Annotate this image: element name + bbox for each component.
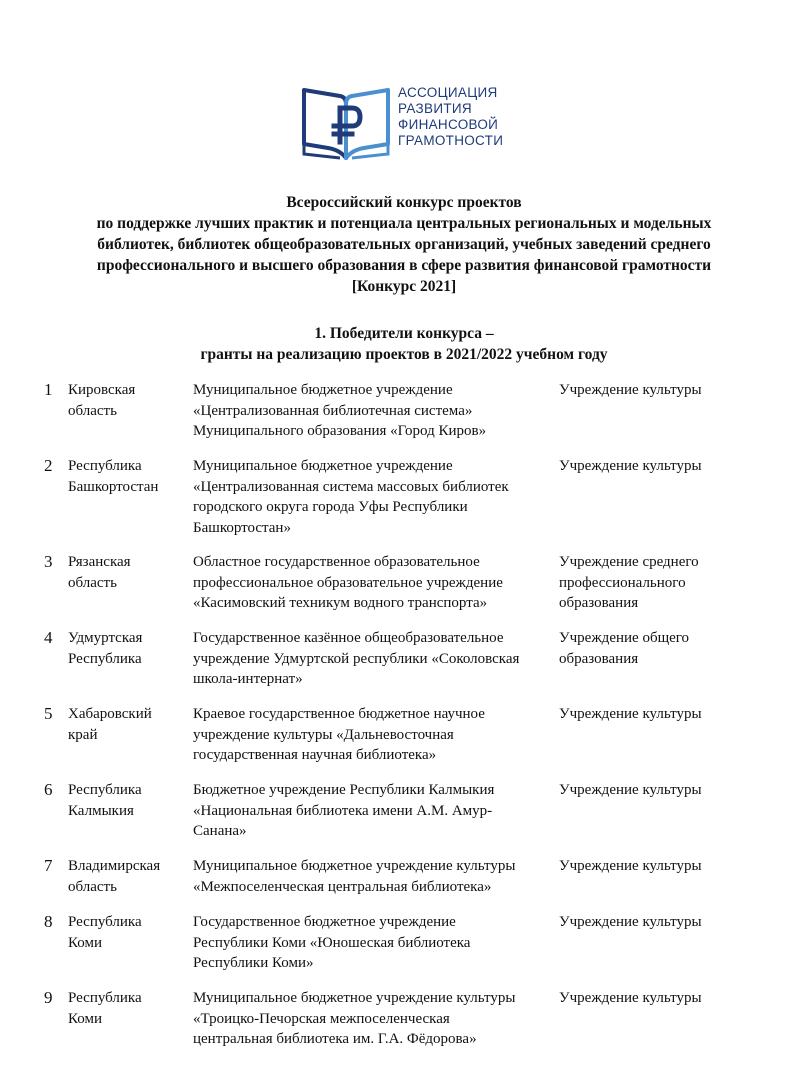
winner-type-line: Учреждение культуры — [559, 382, 702, 398]
winner-type — [559, 704, 789, 725]
logo-text — [398, 85, 503, 149]
winner-region-line: область — [68, 402, 117, 419]
winner-organization-line: Областное государственное образовательное — [193, 554, 480, 570]
winner-organization-line: Республики Коми «Юношеская библиотека — [193, 934, 471, 951]
winner-region — [68, 380, 186, 421]
winner-number: 4 — [44, 628, 53, 647]
winner-organization-line: Муниципальное бюджетное учреждение культуры — [193, 858, 516, 874]
winner-region — [68, 704, 186, 745]
winner-region-line: Калмыкия — [68, 802, 134, 819]
winner-organization-line: Муниципальное бюджетное учреждение — [193, 458, 453, 474]
winner-region-line: Республика — [68, 990, 142, 1006]
winner-type-line: Учреждение культуры — [559, 858, 702, 874]
winner-number: 9 — [44, 988, 53, 1007]
winner-type-line: Учреждение культуры — [559, 458, 702, 474]
logo-line: ФИНАНСОВОЙ — [398, 117, 499, 132]
logo-line: РАЗВИТИЯ — [398, 101, 472, 116]
winner-region-line: область — [68, 574, 117, 591]
winner-organization-line: Государственное бюджетное учреждение — [193, 914, 456, 930]
winner-number: 8 — [44, 912, 53, 931]
winner-organization-line: «Централизованная система массовых библиотек — [193, 478, 509, 495]
winner-type — [559, 380, 789, 401]
winner-region-line: Республика — [68, 650, 142, 667]
winner-organization — [193, 912, 553, 974]
winner-organization-line: Республики Коми» — [193, 955, 314, 971]
winner-type — [559, 780, 789, 801]
document-heading — [40, 192, 768, 297]
winner-type-line: Учреждение культуры — [559, 990, 702, 1006]
winner-region-line: Кировская — [68, 382, 136, 398]
logo — [300, 84, 510, 164]
winner-type-line: образования — [559, 650, 639, 667]
section-title — [40, 323, 768, 365]
winner-organization-line: Санана» — [193, 823, 247, 839]
winner-organization-line: городского округа города Уфы Республики — [193, 499, 468, 515]
winner-organization-line: Государственное казённое общеобразовательное — [193, 630, 504, 646]
winner-organization-line: Краевое государственное бюджетное научное — [193, 706, 485, 722]
winner-organization-line: «Национальная библиотека имени А.М. Амур- — [193, 802, 493, 819]
winner-number: 3 — [44, 552, 53, 571]
winner-type — [559, 456, 789, 477]
winner-region — [68, 456, 186, 497]
winner-organization-line: государственная научная библиотека» — [193, 747, 437, 763]
book-ruble-icon — [300, 84, 392, 164]
winner-organization-line: «Касимовский техникум водного транспорта» — [193, 595, 488, 611]
logo-line: ГРАМОТНОСТИ — [398, 133, 504, 148]
winner-region-line: Коми — [68, 1010, 102, 1027]
winner-organization — [193, 780, 553, 842]
winner-region — [68, 628, 186, 669]
winner-organization-line: «Троицко-Печорская межпоселенческая — [193, 1010, 450, 1027]
winner-organization — [193, 856, 553, 897]
section-line: 1. Победители конкурса – — [314, 325, 494, 342]
winner-type-line: Учреждение культуры — [559, 914, 702, 930]
winner-number: 6 — [44, 780, 53, 799]
heading-line: по поддержке лучших практик и потенциала центральных региональных и модельных — [96, 215, 712, 232]
winner-region — [68, 912, 186, 953]
heading-line: [Конкурс 2021] — [351, 278, 457, 295]
section-line: гранты на реализацию проектов в 2021/2022 учебном году — [200, 346, 608, 363]
winner-region — [68, 552, 186, 593]
winner-region-line: Республика — [68, 914, 142, 930]
winner-organization — [193, 628, 553, 690]
winner-organization-line: «Межпоселенческая центральная библиотека» — [193, 878, 492, 895]
winner-organization-line: центральная библиотека им. Г.А. Фёдорова» — [193, 1031, 477, 1047]
winner-type — [559, 628, 789, 669]
winner-organization-line: Муниципальное бюджетное учреждение культуры — [193, 990, 516, 1006]
winner-region-line: Коми — [68, 934, 102, 951]
winner-number: 1 — [44, 380, 53, 399]
winner-organization-line: Башкортостан» — [193, 519, 291, 536]
winner-organization-line: Бюджетное учреждение Республики Калмыкия — [193, 782, 495, 798]
winner-type-line: образования — [559, 595, 639, 611]
winner-type — [559, 912, 789, 933]
winner-region-line: Хабаровский — [68, 706, 152, 722]
heading-line: Всероссийский конкурс проектов — [286, 194, 522, 211]
winner-organization-line: профессиональное образовательное учреждение — [193, 574, 503, 591]
winner-organization — [193, 704, 553, 766]
winner-type-line: Учреждение среднего — [559, 554, 699, 570]
winner-organization-line: «Централизованная библиотечная система» — [193, 402, 473, 419]
winner-type — [559, 988, 789, 1009]
winner-organization-line: учреждение Удмуртской республики «Соколовская — [193, 650, 520, 667]
winner-region-line: Удмуртская — [68, 630, 143, 646]
winner-organization-line: Муниципального образования «Город Киров» — [193, 423, 487, 439]
winner-number: 7 — [44, 856, 53, 875]
winner-region-line: Рязанская — [68, 554, 131, 570]
winner-region — [68, 780, 186, 821]
winner-type-line: Учреждение культуры — [559, 782, 702, 798]
heading-line: профессионального и высшего образования в сфере развития финансовой грамотности — [96, 257, 712, 274]
winner-number: 5 — [44, 704, 53, 723]
heading-line: библиотек, библиотек общеобразовательных организаций, учебных заведений среднего — [97, 236, 711, 253]
winner-organization — [193, 380, 553, 442]
winner-region — [68, 856, 186, 897]
winner-region — [68, 988, 186, 1029]
winner-organization-line: учреждение культуры «Дальневосточная — [193, 726, 454, 743]
winner-region-line: Республика — [68, 458, 142, 474]
winner-organization-line: школа-интернат» — [193, 671, 303, 687]
winner-region-line: Республика — [68, 782, 142, 798]
winner-type-line: Учреждение общего — [559, 630, 690, 646]
winner-organization — [193, 456, 553, 538]
winner-organization — [193, 988, 553, 1050]
winner-region-line: область — [68, 878, 117, 895]
winner-type — [559, 856, 789, 877]
logo-line: АССОЦИАЦИЯ — [398, 85, 498, 100]
winner-type-line: Учреждение культуры — [559, 706, 702, 722]
winner-number: 2 — [44, 456, 53, 475]
winner-organization-line: Муниципальное бюджетное учреждение — [193, 382, 453, 398]
winner-type-line: профессионального — [559, 574, 686, 591]
winner-region-line: Башкортостан — [68, 478, 159, 495]
winner-region-line: Владимирская — [68, 858, 161, 874]
winner-organization — [193, 552, 553, 614]
winner-type — [559, 552, 789, 614]
winner-region-line: край — [68, 726, 98, 743]
